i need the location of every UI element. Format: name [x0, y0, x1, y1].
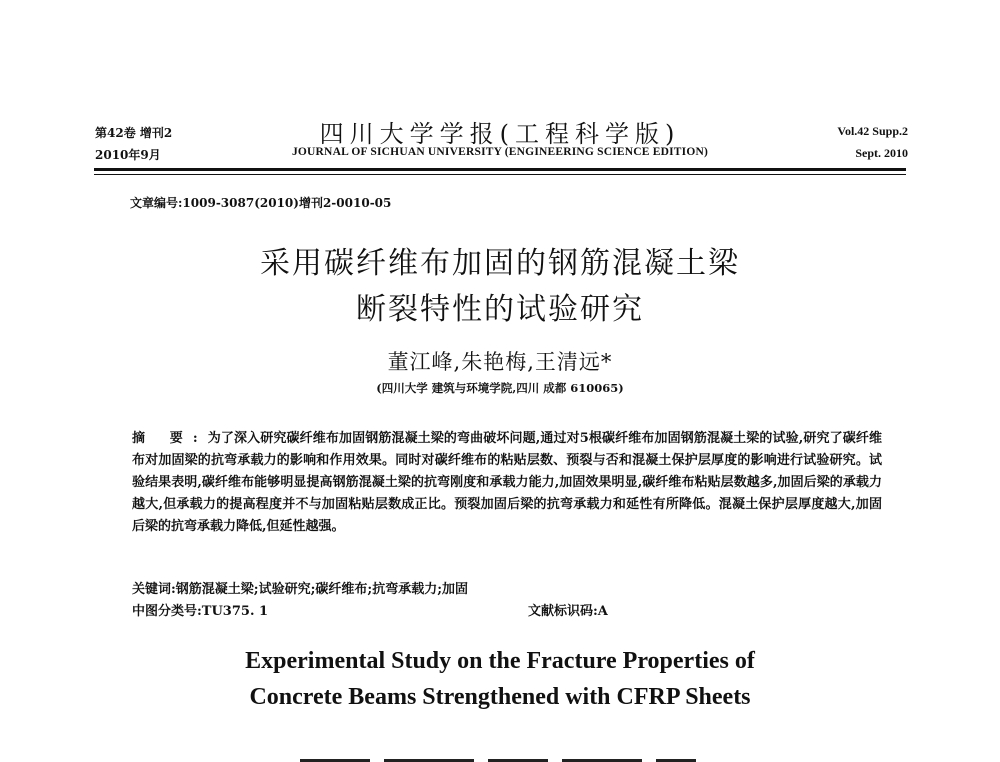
volume-supp-en: Vol.42 Supp.2: [837, 124, 908, 138]
clc-number: 中图分类号:TU375. 1: [132, 604, 269, 619]
publication-date-cn: 2010年9月: [95, 148, 161, 162]
title-cn-line1: 采用碳纤维布加固的钢筋混凝土梁: [260, 246, 740, 281]
header-rule-thick: [94, 168, 906, 171]
authors: 董江峰,朱艳梅,王清远*: [387, 350, 613, 374]
cut-off-author-line-en: [300, 750, 740, 762]
abstract-text: 为了深入研究碳纤维布加固钢筋混凝土梁的弯曲破坏问题,通过对5根碳纤维布加固钢筋混凝土梁的试验,研究了碳纤维布对加固梁的抗弯承载力的影响和作用效果。同时对碳纤维布的粘贴层数、预裂与否和混凝土保护层厚度的影响进行试验研究。试验结果表明,碳纤维布能够明显提高钢筋混凝土梁的抗弯刚度和承载力能力,加固效果明显,碳纤维布粘贴层数越多,加固后梁的承载力越大,但承载力的提高程度并不与加固粘贴层数成正比。预裂加固后梁的抗弯承载力和延性有所降低。混凝土保护层厚度越大,加固后梁的抗弯承载力降低,但延性越强。: [132, 431, 882, 534]
document-code: 文献标识码:A: [528, 604, 608, 619]
volume-issue: 第42卷 增刊2: [95, 126, 173, 140]
publication-date-en: Sept. 2010: [855, 146, 908, 160]
title-cn-line2: 断裂特性的试验研究: [356, 292, 644, 327]
title-en-line2: Concrete Beams Strengthened with CFRP Sheets: [249, 684, 751, 710]
header-rule-thin: [94, 174, 906, 175]
keywords: 关键词:钢筋混凝土梁;试验研究;碳纤维布;抗弯承载力;加固: [132, 582, 468, 597]
affiliation: (四川大学 建筑与环境学院,四川 成都 610065): [376, 381, 624, 395]
journal-name-cn: 四川大学学报(工程科学版): [319, 120, 681, 148]
journal-name-en: JOURNAL OF SICHUAN UNIVERSITY (ENGINEERING SCIENCE EDITION): [291, 146, 709, 158]
title-en-line1: Experimental Study on the Fracture Properties of: [245, 648, 755, 674]
article-number: 文章编号:1009-3087(2010)增刊2-0010-05: [130, 196, 392, 210]
abstract-label: 摘 要:: [132, 431, 208, 446]
abstract: [132, 428, 882, 538]
